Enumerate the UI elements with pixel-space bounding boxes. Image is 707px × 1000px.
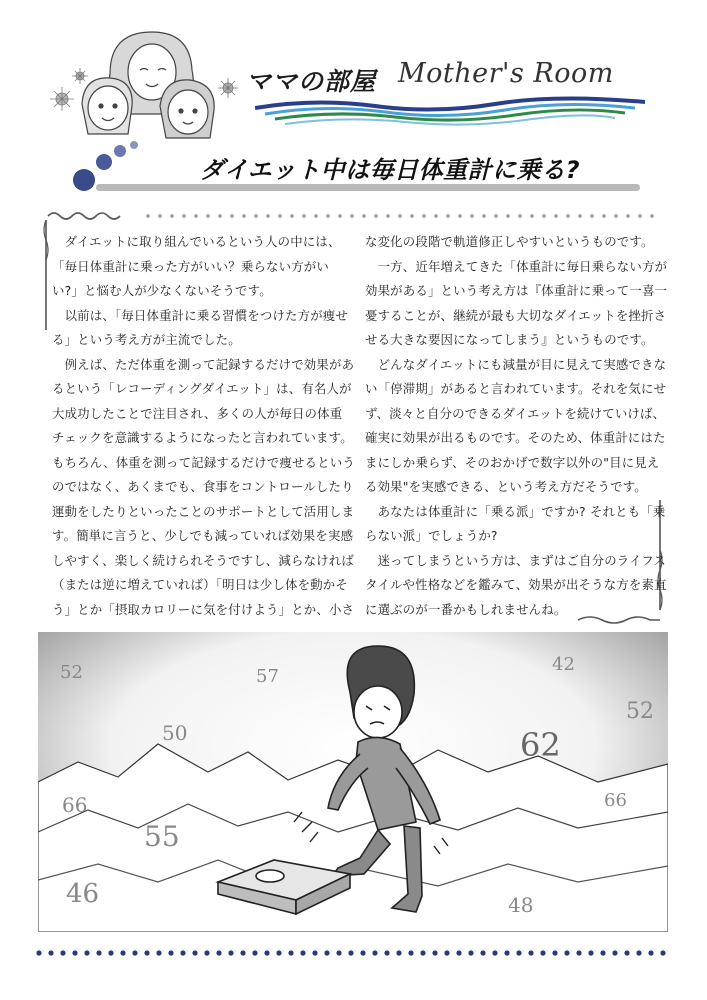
paragraph-line: 「毎日体重計に乗った方がいい？乗らない方がい <box>52 258 329 274</box>
floating-number: 55 <box>144 820 180 853</box>
paragraph-line: い「停滞期」があると言われています。それを気にせ <box>365 381 667 396</box>
paragraph-line: 以前は、「毎日体重計に乗る習慣をつけた方が痩せ <box>52 307 348 323</box>
paragraph-line: 効果がある」という考え方は『体重計に乗って一喜一 <box>365 283 668 298</box>
paragraph-line: らない派」でしょうか? <box>365 528 498 543</box>
paragraph-line: しやすく、楽しく続けられそうですし、減らなければ <box>52 552 354 568</box>
paragraph-line: タイルや性格などを鑑みて、効果が出そうな方を素直 <box>365 577 667 592</box>
paragraph-line: もちろん、体重を測って記録するだけで痩せるという <box>52 454 355 470</box>
paragraph-line: （または逆に増えていれば）「明日は少し体を動かそ <box>52 577 348 592</box>
paragraph-line: な変化の段階で軌道修正しやすいというものです。 <box>365 234 654 249</box>
paragraph-line: 迷ってしまうという方は、まずはご自分のライフス <box>365 552 666 568</box>
article-title: ダイエット中は毎日体重計に乗る? <box>200 156 581 184</box>
scale-illustration <box>38 632 668 932</box>
paragraph-line: せる大きな要因になってしまう』というものです。 <box>365 332 654 347</box>
paragraph-line: チェックを意識するようになったと言われています。 <box>52 430 353 445</box>
paragraph-line: 運動をしたりといったことのサポートとして活用しま <box>52 503 355 519</box>
title-underline <box>96 184 640 191</box>
paragraph-line: どんなダイエットにも減量が目に見えて実感できな <box>365 356 667 372</box>
paragraph-line: 一方、近年増えてきた「体重計に毎日乗らない方が <box>365 258 668 274</box>
paragraph-line: 例えば、ただ体重を測って記録するだけで効果があ <box>52 356 355 372</box>
paragraph-line: あなたは体重計に「乗る派」ですか? それとも「乗 <box>365 503 666 519</box>
floating-number: 42 <box>552 654 575 675</box>
floating-number: 48 <box>508 893 534 917</box>
article-column-left <box>52 230 355 622</box>
floating-number: 46 <box>66 879 100 909</box>
floating-number: 50 <box>162 721 188 745</box>
bottom-dot-border <box>35 948 675 958</box>
paragraph-line: ダイエットに取り組んでいるという人の中には、 <box>52 234 341 249</box>
article-column-right <box>365 230 668 622</box>
paragraph-line: るという「レコーディングダイエット」は、有名人が <box>52 381 352 396</box>
paragraph-line: 確実に効果が出るものです。そのため、体重計にはた <box>365 430 666 445</box>
wave-decoration <box>255 92 645 132</box>
paragraph-line: る」という考え方が主流でした。 <box>52 332 241 347</box>
paragraph-line: 憂することが、継続が最も大切なダイエットを挫折さ <box>365 307 667 323</box>
header-illustration <box>40 14 255 139</box>
floating-number: 66 <box>62 793 88 817</box>
paragraph-line: 大成功したことで注目され、多くの人が毎日の体重 <box>52 405 343 421</box>
paragraph-line: のではなく、あくまでも、食事をコントロールしたり <box>52 479 354 494</box>
floating-number: 66 <box>604 790 627 811</box>
section-subtitle: Mother's Room <box>398 58 614 89</box>
paragraph-line: る効果"を実感できる、という考え方だそうです。 <box>365 479 647 494</box>
paragraph-line: に選ぶのが一番かもしれませんね。 <box>365 601 567 617</box>
floating-number: 52 <box>60 662 83 683</box>
paragraph-line: す。簡単に言うと、少しでも減っていれば効果を実感 <box>52 528 354 543</box>
paragraph-line: まにしか乗らず、そのおかげで数字以外の"目に見え <box>365 454 660 470</box>
child-figure-left <box>82 78 132 134</box>
child-figure-right <box>160 80 214 138</box>
section-title: ママの部屋 <box>246 67 377 96</box>
floating-number: 52 <box>626 699 654 724</box>
paragraph-line: い?」と悩む人が少なくないそうです。 <box>52 283 272 298</box>
floating-number: 62 <box>520 726 561 764</box>
floating-number: 57 <box>256 666 279 687</box>
paragraph-line: ず、淡々と自分のできるダイエットを続けていけば、 <box>365 405 666 421</box>
paragraph-line: う」とか「摂取カロリーに気を付けよう」とか、小さ <box>52 601 355 617</box>
